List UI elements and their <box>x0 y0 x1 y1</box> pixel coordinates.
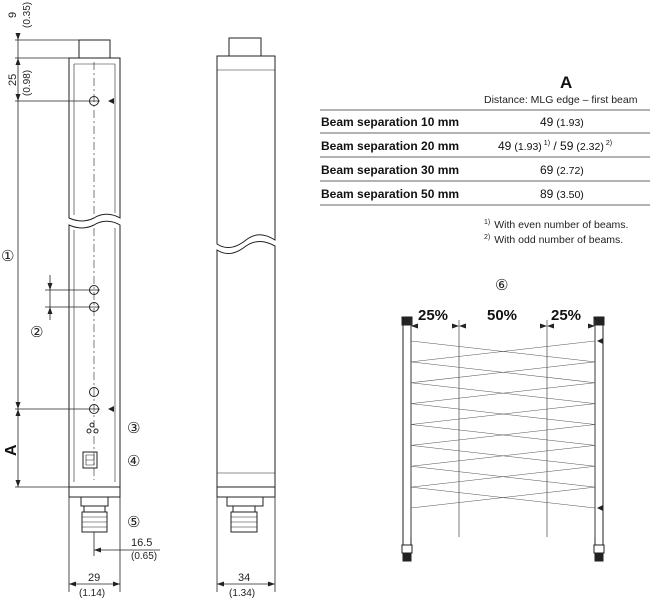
footnote: $^{1)}$ With even number of beams. <box>484 219 629 231</box>
dim-a-label: A <box>3 444 20 456</box>
table-header: A <box>560 73 573 92</box>
beam-lines <box>411 341 595 508</box>
footnote: $^{2)}$ With odd number of beams. <box>484 234 624 246</box>
table-row-value: 49 (1.93) <box>540 115 584 129</box>
front-view <box>69 40 120 532</box>
table-row-label: Beam separation 20 mm <box>321 139 460 153</box>
dim-top-len: 25 <box>7 73 19 86</box>
dim-connector-offset-inch: (0.65) <box>131 551 158 562</box>
table-row-value: 89 (3.50) <box>540 187 584 201</box>
dim-top-len-inch: (0.98) <box>22 69 33 96</box>
side-view <box>217 38 275 532</box>
left-post <box>402 317 412 561</box>
callout-1: ① <box>1 247 15 265</box>
dim-arrowheads <box>16 33 276 587</box>
table-subheader: Distance: MLG edge – first beam <box>484 94 638 106</box>
dim-width-side: 34 <box>238 572 251 584</box>
callout-5: ⑤ <box>127 513 141 531</box>
zone-right-pct: 25% <box>551 307 582 324</box>
callout-4: ④ <box>127 452 141 470</box>
callout-3: ③ <box>127 419 141 437</box>
top-cap <box>79 40 110 58</box>
beam-arrows <box>108 98 114 412</box>
zone-mid-pct: 50% <box>487 307 518 324</box>
dim-width-sender: 29 <box>88 572 101 584</box>
side-upper-housing <box>217 56 275 247</box>
dim-width-sender-inch: (1.14) <box>79 588 106 599</box>
led-indicator <box>90 423 94 427</box>
beam-diagram <box>402 307 604 561</box>
callout-6: ⑥ <box>495 276 509 294</box>
table-row-value: 69 (2.72) <box>540 163 584 177</box>
dim-top-gap-inch: (0.35) <box>22 1 33 28</box>
dim-width-side-inch: (1.34) <box>229 588 256 599</box>
dim-connector-offset: 16.5 <box>131 537 153 549</box>
zone-arrows <box>411 324 595 329</box>
led-indicator <box>94 429 98 433</box>
table-row-label: Beam separation 30 mm <box>321 163 460 177</box>
side-lower-housing <box>217 242 275 488</box>
distance-table <box>320 73 650 246</box>
lower-housing <box>69 221 120 487</box>
table-row-label: Beam separation 50 mm <box>321 187 460 201</box>
zone-left-pct: 25% <box>418 307 449 324</box>
emitter-arrows <box>597 338 603 511</box>
dim-top-gap: 9 <box>7 11 19 18</box>
upper-housing <box>69 58 120 221</box>
table-row-value: 49 (1.93) $^{1)}$ $_{/ 59}$ (2.32) $^{2)}$ <box>498 139 613 153</box>
led-indicator <box>87 429 91 433</box>
right-post <box>594 317 604 561</box>
zone-lines <box>411 320 595 537</box>
table-row-label: Beam separation 10 mm <box>321 115 460 129</box>
vertical-dims <box>15 33 275 592</box>
side-top-cap <box>229 38 261 56</box>
callout-2: ② <box>30 323 44 341</box>
